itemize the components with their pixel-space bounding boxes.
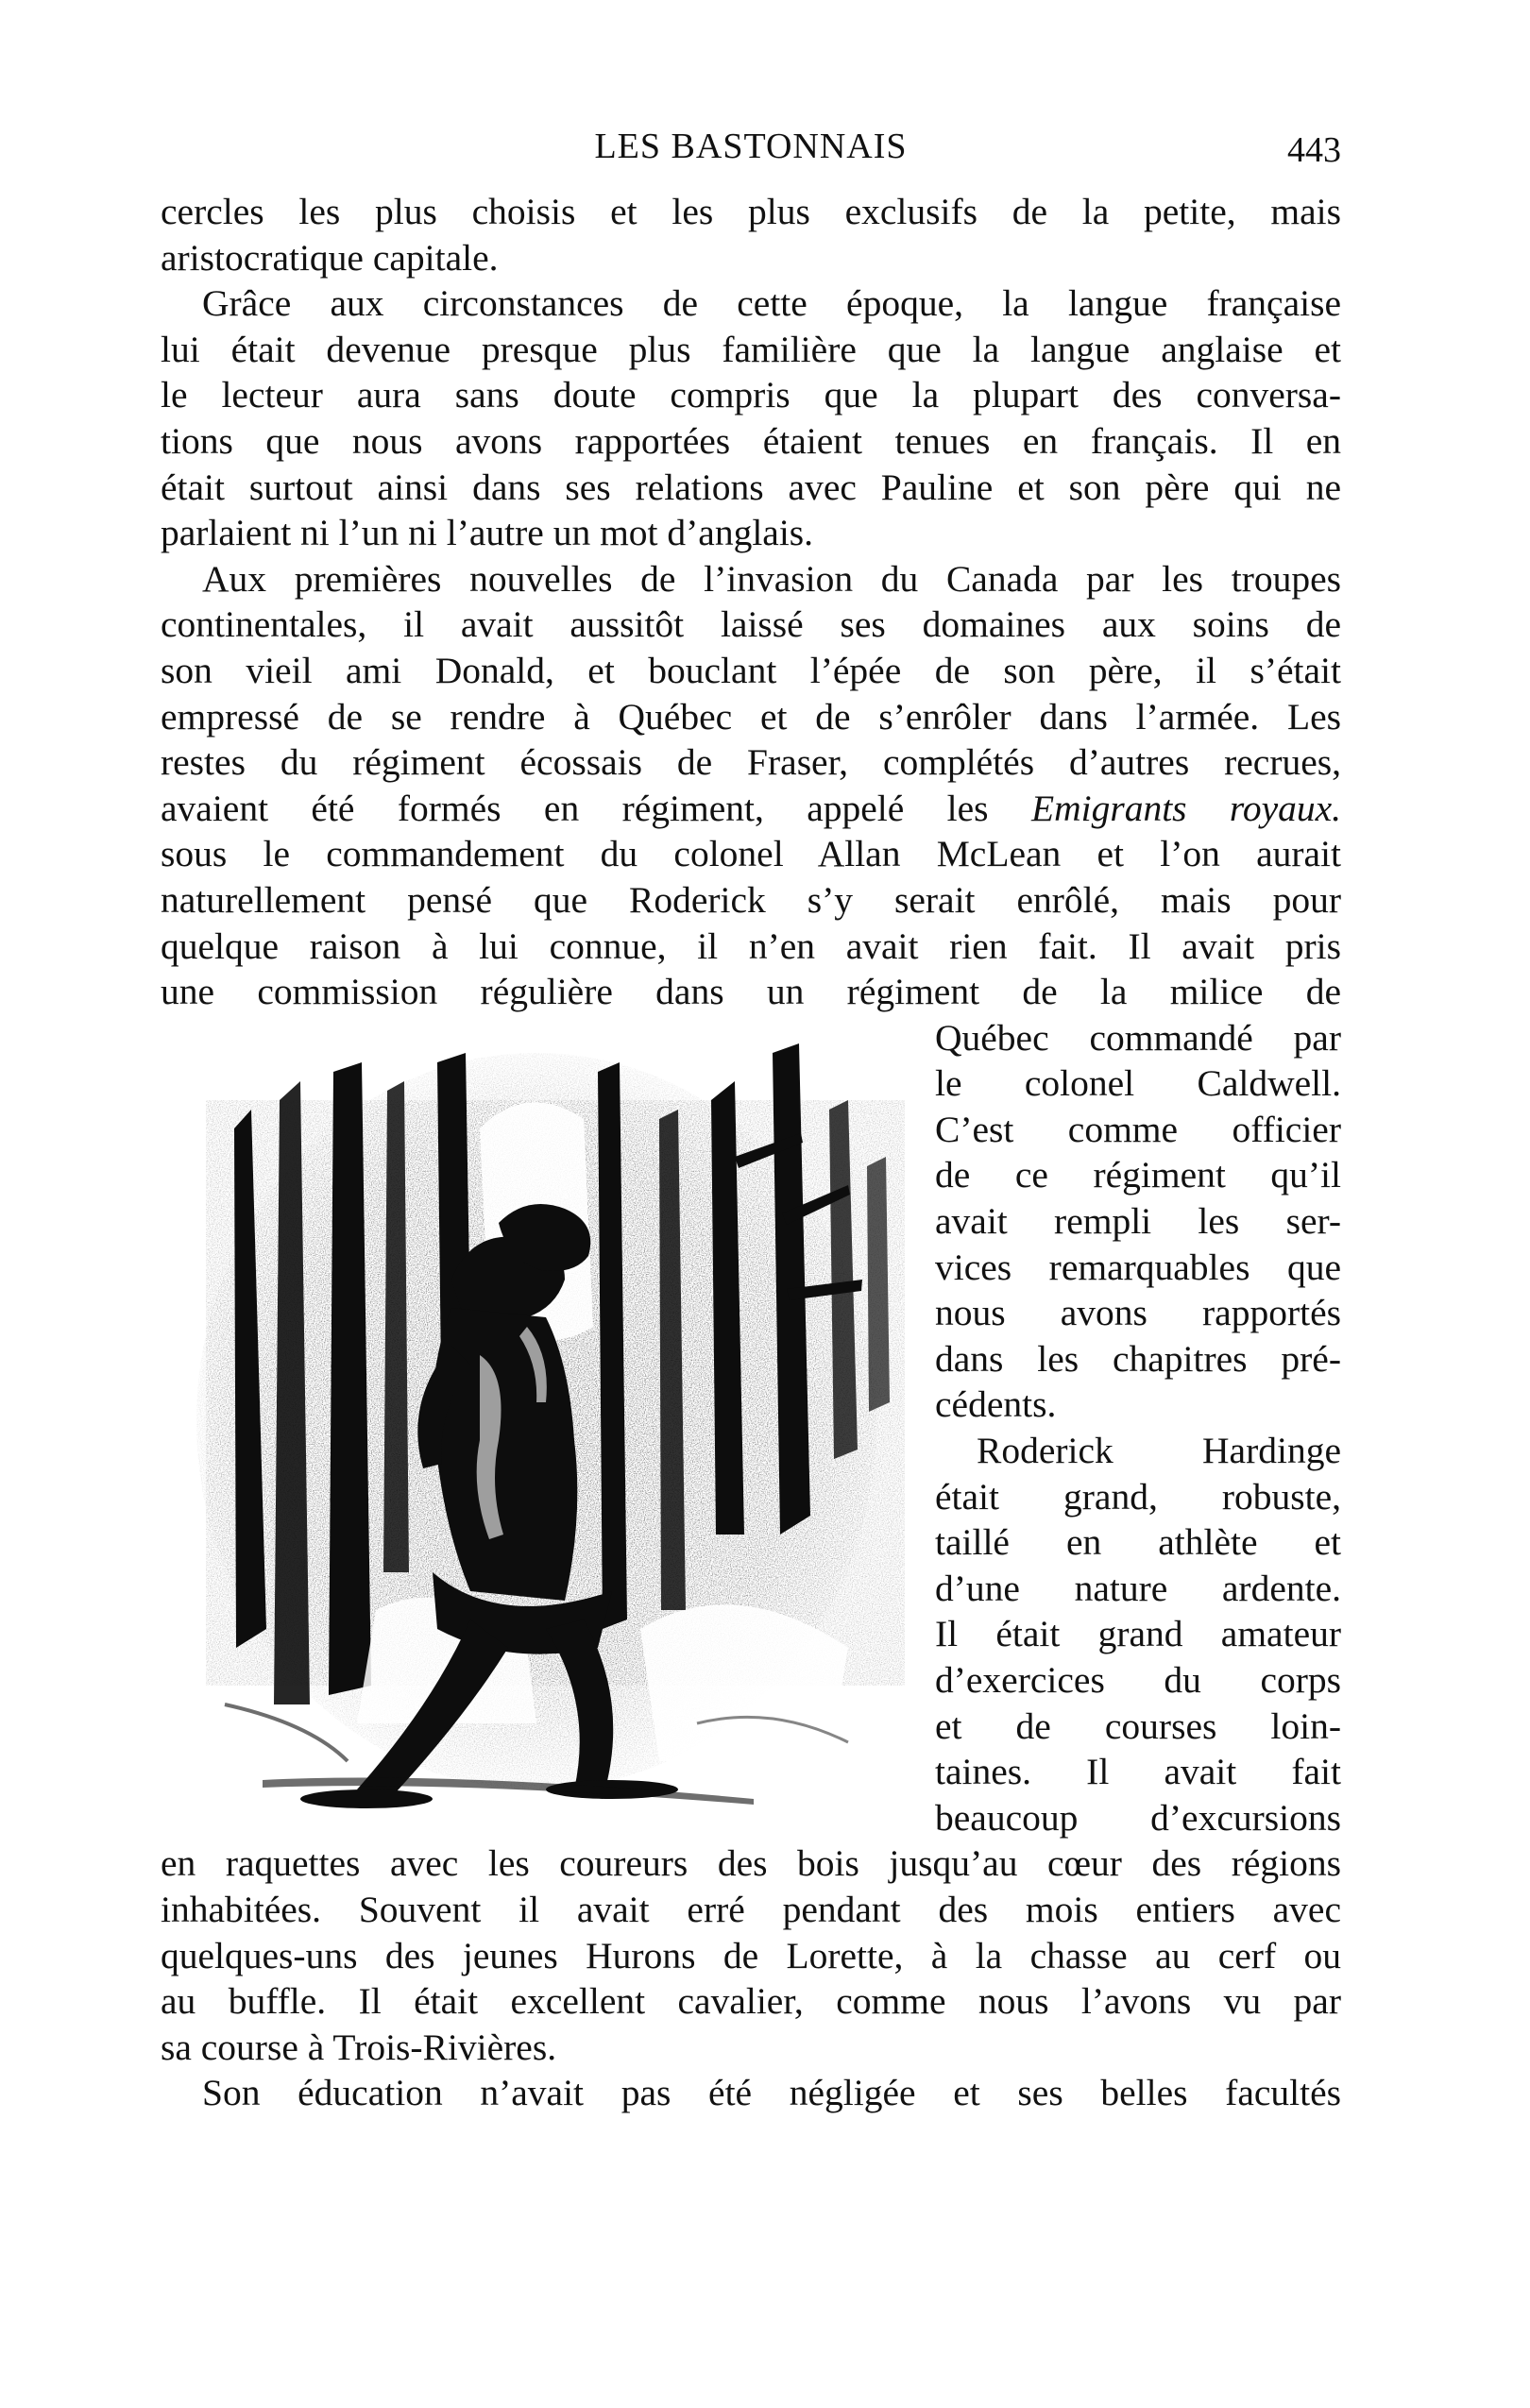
text-line: son vieil ami Donald, et bouclant l’épée de son père, il s’était xyxy=(161,649,1341,691)
text-line-wrapped: beaucoup d’excursions xyxy=(935,1796,1341,1839)
paragraph-education xyxy=(161,2070,1341,2116)
text-line: cercles les plus choisis et les plus exclusifs de la petite, mais xyxy=(161,191,1341,232)
text-line-wrapped: taines. Il avait fait xyxy=(935,1751,1341,1793)
paragraph-language xyxy=(161,280,1341,556)
text-line: parlaient ni l’un ni l’autre un mot d’anglais. xyxy=(161,512,814,554)
text-line-wrapped: de ce régiment qu’il xyxy=(935,1154,1341,1196)
text-line-wrapped: C’est comme officier xyxy=(935,1108,1341,1150)
text-line: le lecteur aura sans doute compris que la plupart des conversa- xyxy=(161,374,1341,416)
snowshoe-runner-icon xyxy=(168,1043,933,1837)
regiment-name-italic: Emigrants royaux. xyxy=(1030,787,1342,829)
text-line: une commission régulière dans un régiment de la milice de xyxy=(161,971,1341,1013)
text-line-wrapped: nous avons rapportés xyxy=(935,1292,1341,1334)
paragraph-continuation xyxy=(161,189,1341,280)
text-line: restes du régiment écossais de Fraser, complétés d’autres recrues, xyxy=(161,741,1341,784)
text-line: aristocratique capitale. xyxy=(161,236,499,279)
text-line: sous le commandement du colonel Allan McLean et l’on aurait xyxy=(161,833,1341,875)
text-line: tions que nous avons rapportées étaient tenues en français. Il en xyxy=(161,419,1341,462)
text-line: au buffle. Il était excellent cavalier, comme nous l’avons vu par xyxy=(161,1980,1341,2023)
text-line-wrapped: Roderick Hardinge xyxy=(977,1430,1341,1472)
text-line: quelques-uns des jeunes Hurons de Lorette, à la chasse au cerf ou xyxy=(161,1934,1341,1976)
text-line: sa course à Trois-Rivières. xyxy=(161,2026,557,2068)
text-line: Grâce aux circonstances de cette époque, la langue française xyxy=(202,282,1341,325)
text-line-wrapped: d’exercices du corps xyxy=(935,1659,1341,1701)
text-line-wrapped: vices remarquables que xyxy=(935,1246,1341,1288)
text-line-wrapped: d’une nature ardente. xyxy=(935,1567,1341,1609)
text-line: inhabitées. Souvent il avait erré pendant des mois entiers avec xyxy=(161,1888,1341,1930)
text-line-wrapped: Il était grand amateur xyxy=(935,1613,1341,1655)
text-line-wrapped: taillé en athlète et xyxy=(935,1521,1341,1564)
text-line-wrapped: avait rempli les ser- xyxy=(935,1200,1341,1243)
text-line: Aux premières nouvelles de l’invasion du Canada par les troupes xyxy=(202,557,1341,600)
text-segment: avaient été formés en régiment, appelé les xyxy=(161,787,989,829)
running-title: LES BASTONNAIS xyxy=(594,127,908,166)
text-line: Son éducation n’avait pas été négligée et ses belles facultés xyxy=(202,2072,1341,2114)
text-line-wrapped: le colonel Caldwell. xyxy=(935,1062,1341,1105)
text-line-wrapped: Québec commandé par xyxy=(935,1016,1341,1059)
text-line: était surtout ainsi dans ses relations avec Pauline et son père qui ne xyxy=(161,466,1341,508)
page-number: 443 xyxy=(1287,130,1341,170)
text-line xyxy=(161,786,1341,832)
text-line: lui était devenue presque plus familière que la langue anglaise et xyxy=(161,328,1341,370)
text-line: en raquettes avec les coureurs des bois jusqu’au cœur des régions xyxy=(161,1842,1341,1885)
woodcut-illustration xyxy=(168,1043,933,1837)
text-line: empressé de se rendre à Québec et de s’enrôler dans l’armée. Les xyxy=(161,695,1341,738)
running-head xyxy=(161,126,1341,173)
text-line: naturellement pensé que Roderick s’y serait enrôlé, mais pour xyxy=(161,878,1341,921)
text-line-wrapped: était grand, robuste, xyxy=(935,1475,1341,1518)
text-line: quelque raison à lui connue, il n’en avait rien fait. Il avait pris xyxy=(161,924,1341,967)
text-line-wrapped: cédents. xyxy=(935,1383,1057,1426)
text-line: continentales, il avait aussitôt laissé ses domaines aux soins de xyxy=(161,603,1341,646)
text-line-wrapped: et de courses loin- xyxy=(935,1704,1341,1747)
text-line-wrapped: dans les chapitres pré- xyxy=(935,1337,1341,1380)
